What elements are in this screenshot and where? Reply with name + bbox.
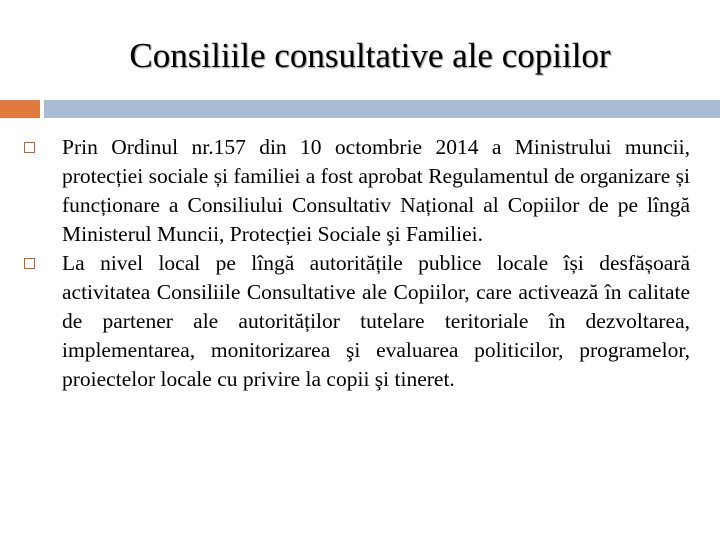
bullet-text-2: La nivel local pe lîngă autoritățile publice locale își desfășoară activitatea Consiliile Consultative ale Copiilor, care activează în calitate de partener ale autorităților tutelare teritoriale în dezvoltarea, implementarea, monitorizarea şi evaluarea politicilor, programelor, proiectelor locale cu privire la copii şi tineret. xyxy=(62,251,690,391)
bullet-list xyxy=(18,133,690,394)
bullet-text-1: Prin Ordinul nr.157 din 10 octombrie 2014 a Ministrului muncii, protecției sociale și familiei a fost aprobat Regulamentul de organizare și funcționare a Consiliului Consultativ Național al Copiilor de pe lîngă Ministerul Muncii, Protecției Sociale şi Familiei. xyxy=(62,135,690,246)
accent-bar-blue xyxy=(44,100,720,118)
square-bullet-icon xyxy=(24,142,35,153)
square-bullet-icon xyxy=(24,258,35,269)
slide-title: Consiliile consultative ale copiilor xyxy=(129,36,611,75)
accent-bar-orange xyxy=(0,100,40,118)
bullet-item-2 xyxy=(18,249,690,394)
bullet-item-1 xyxy=(18,133,690,249)
